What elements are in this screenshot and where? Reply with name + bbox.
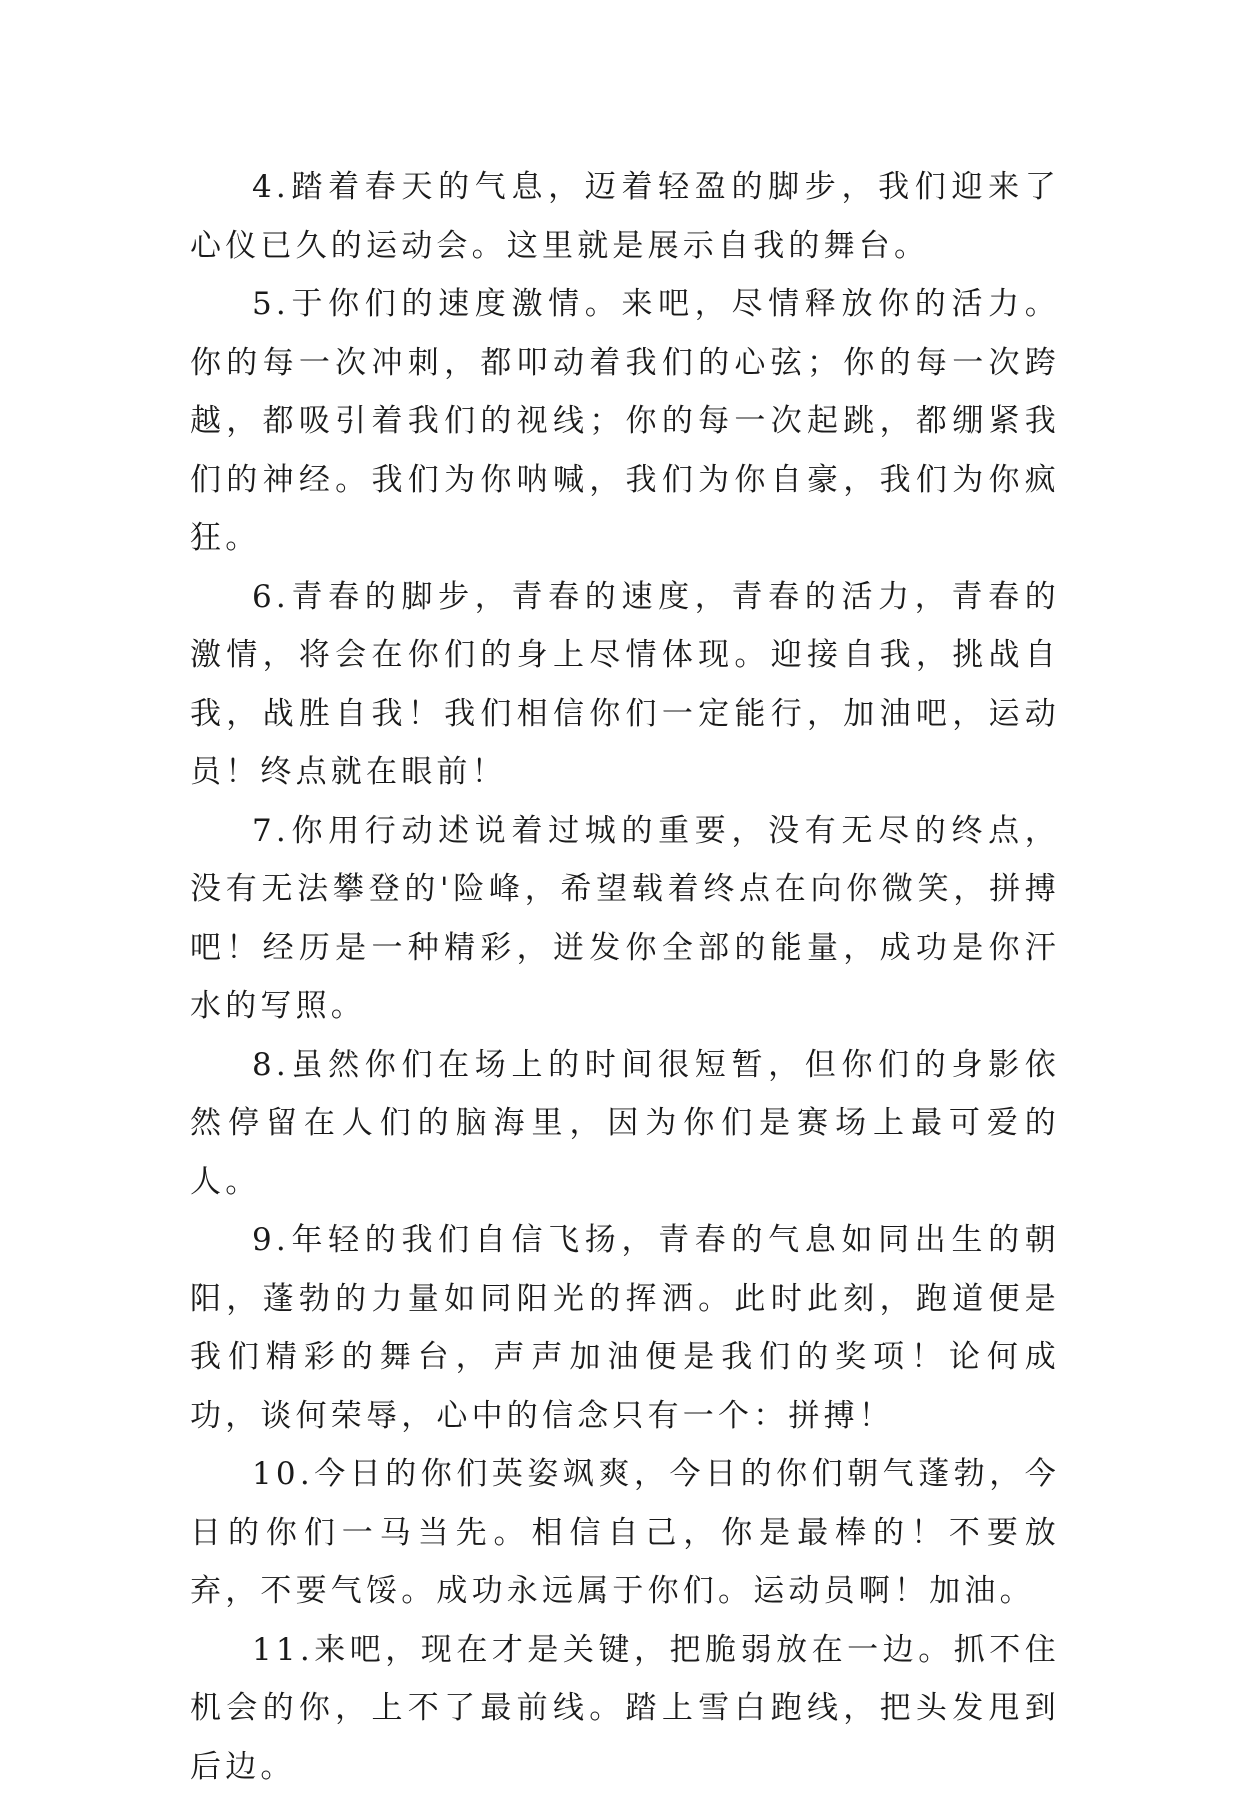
paragraph-11: 11.来吧，现在才是关键，把脆弱放在一边。抓不住机会的你，上不了最前线。踏上雪白跑线，把头发甩到后边。 (190, 1621, 1060, 1796)
paragraph-8: 8.虽然你们在场上的时间很短暂，但你们的身影依然停留在人们的脑海里，因为你们是赛场上最可爱的人。 (190, 1036, 1060, 1212)
paragraph-6: 6.青春的脚步，青春的速度，青春的活力，青春的激情，将会在你们的身上尽情体现。迎接自我，挑战自我，战胜自我！我们相信你们一定能行，加油吧，运动员！终点就在眼前！ (190, 568, 1060, 802)
paragraph-4: 4.踏着春天的气息，迈着轻盈的脚步，我们迎来了心仪已久的运动会。这里就是展示自我的舞台。 (190, 158, 1060, 275)
paragraph-9: 9.年轻的我们自信飞扬，青春的气息如同出生的朝阳，蓬勃的力量如同阳光的挥洒。此时此刻，跑道便是我们精彩的舞台，声声加油便是我们的奖项！论何成功，谈何荣辱，心中的信念只有一个：拼搏！ (190, 1211, 1060, 1445)
paragraph-10: 10.今日的你们英姿飒爽，今日的你们朝气蓬勃，今日的你们一马当先。相信自己，你是最棒的！不要放弃，不要气馁。成功永远属于你们。运动员啊！加油。 (190, 1445, 1060, 1621)
paragraph-7: 7.你用行动述说着过城的重要，没有无尽的终点，没有无法攀登的'险峰，希望载着终点在向你微笑，拼搏吧！经历是一种精彩，迸发你全部的能量，成功是你汗水的写照。 (190, 802, 1060, 1036)
document-body (190, 158, 1060, 1796)
paragraph-5: 5.于你们的速度激情。来吧，尽情释放你的活力。你的每一次冲刺，都叩动着我们的心弦；你的每一次跨越，都吸引着我们的视线；你的每一次起跳，都绷紧我们的神经。我们为你呐喊，我们为你自豪，我们为你疯狂。 (190, 275, 1060, 568)
